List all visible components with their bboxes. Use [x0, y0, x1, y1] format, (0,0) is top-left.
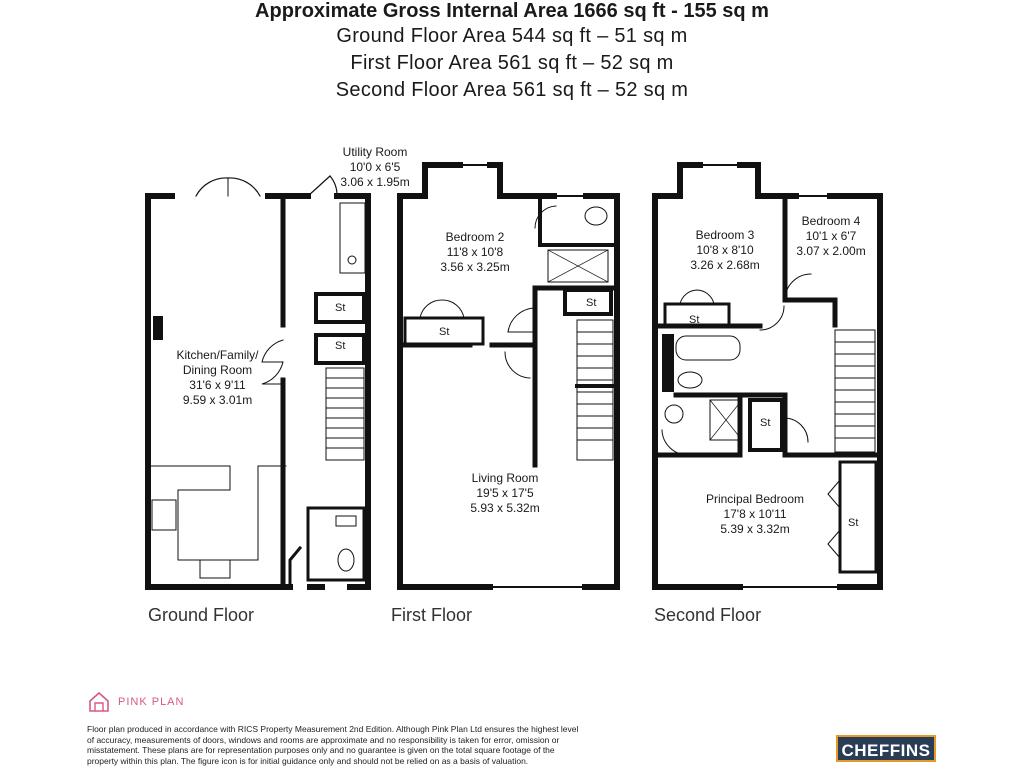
ground-floor-label: Ground Floor [148, 605, 255, 625]
storage-label: St [335, 302, 346, 314]
second-floor-outer-walls [655, 165, 700, 196]
room-name: Kitchen/Family/ Dining Room [176, 348, 259, 377]
room-metric: 3.07 x 2.00m [796, 244, 866, 258]
bedroom-4-label [786, 214, 876, 259]
bedroom-2-label [420, 230, 530, 275]
room-imperial: 10'1 x 6'7 [805, 229, 857, 243]
kitchen-label [150, 348, 285, 408]
second-floor-area: Second Floor Area 561 sq ft – 52 sq m [335, 79, 689, 101]
room-imperial: 11'8 x 10'8 [446, 245, 504, 259]
pink-plan-logo-icon [87, 690, 111, 714]
kitchen-wall-feature [153, 316, 163, 340]
room-name: Principal Bedroom [705, 492, 805, 506]
room-name: Bedroom 3 [695, 228, 755, 242]
room-imperial: 31'6 x 9'11 [189, 378, 246, 392]
room-imperial: 17'8 x 10'11 [723, 507, 787, 521]
room-metric: 3.06 x 1.95m [340, 175, 410, 189]
first-floor-plan [400, 165, 617, 587]
first-floor-label: First Floor [391, 605, 472, 625]
room-name: Living Room [471, 471, 539, 485]
second-floor-label: Second Floor [654, 605, 762, 625]
room-metric: 3.26 x 2.68m [690, 258, 760, 272]
room-name: Bedroom 2 [445, 230, 505, 244]
room-metric: 5.93 x 5.32m [470, 501, 540, 515]
storage-label: St [335, 340, 346, 352]
storage-label: St [439, 326, 450, 338]
gross-area-title: Approximate Gross Internal Area 1666 sq ft - 155 sq m [255, 0, 769, 22]
disclaimer-text: Floor plan produced in accordance with RICS Property Measurement 2nd Edition. Although Pink Plan Ltd ensures the highest level of accuracy, measurements of doors, windows and rooms are approximate and no responsibility is taken for error, omission or misstatement. These plans are for representation purposes only and no guarantee is given on the total square footage of the property within this plan. The figure icon is for initial guidance only and should not be relied on as a basis of valuation. [87, 724, 579, 766]
living-room-label [450, 471, 560, 516]
room-name: Utility Room [342, 145, 408, 159]
utility-room-label [330, 145, 420, 190]
storage-label: St [586, 297, 597, 309]
room-metric: 3.56 x 3.25m [440, 260, 510, 274]
first-floor-area: First Floor Area 561 sq ft – 52 sq m [350, 52, 674, 74]
storage-label: St [848, 517, 859, 529]
room-imperial: 19'5 x 17'5 [476, 486, 534, 500]
room-imperial: 10'8 x 8'10 [696, 243, 754, 257]
storage-label: St [760, 417, 771, 429]
room-imperial: 10'0 x 6'5 [349, 160, 401, 174]
pink-plan-logo-text: PINK PLAN [118, 696, 185, 708]
principal-bedroom-label [690, 492, 820, 537]
room-metric: 9.59 x 3.01m [182, 393, 253, 407]
cheffins-brand-logo: CHEFFINS [836, 735, 936, 762]
ground-floor-area: Ground Floor Area 544 sq ft – 51 sq m [336, 25, 688, 47]
room-metric: 5.39 x 3.32m [720, 522, 790, 536]
bedroom-3-label [670, 228, 780, 273]
room-name: Bedroom 4 [801, 214, 861, 228]
storage-label: St [689, 314, 700, 326]
